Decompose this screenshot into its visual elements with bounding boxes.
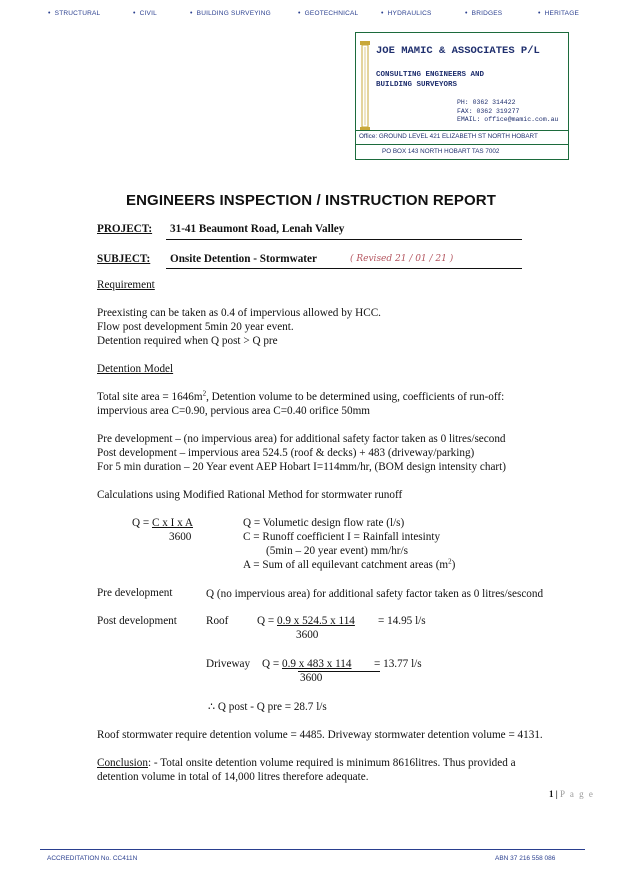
service-hydraulics: • HYDRAULICS xyxy=(381,10,432,17)
pre-development-line: Pre development – (no impervious area) for additional safety factor taken as 0 litres/second xyxy=(97,433,506,445)
stamp-divider xyxy=(356,144,568,145)
conclusion-line: detention volume in total of 14,000 litres therefore adequate. xyxy=(97,771,369,783)
formula-denominator: 3600 xyxy=(169,531,192,543)
service-structural: • STRUCTURAL xyxy=(48,10,101,17)
conclusion-line: Conclusion: - Total onsite detention volume required is minimum 8616litres. Thus provided a xyxy=(97,757,516,769)
roof-result: = 14.95 l/s xyxy=(378,615,426,627)
requirement-line: Preexisting can be taken as 0.4 of impervious allowed by HCC. xyxy=(97,307,381,319)
firm-name: JOE MAMIC & ASSOCIATES P/L xyxy=(376,45,540,57)
po-box: PO BOX 143 NORTH HOBART TAS 7002 xyxy=(382,148,500,155)
roof-label: Roof xyxy=(206,615,229,627)
requirement-line: Flow post development 5min 20 year event. xyxy=(97,321,294,333)
detention-volumes: Roof stormwater require detention volume = 4485. Driveway stormwater detention volume = 4131. xyxy=(97,729,543,741)
project-underline xyxy=(166,239,522,240)
definition-q: Q = Volumetic design flow rate (l/s) xyxy=(243,517,405,529)
driveway-equation: Q = 0.9 x 483 x 114 xyxy=(262,658,352,670)
firm-description: CONSULTING ENGINEERS AND BUILDING SURVEYORS xyxy=(376,71,485,89)
letterhead-stamp xyxy=(355,32,569,160)
abn-number: ABN 37 216 558 086 xyxy=(495,855,556,862)
service-building-surveying: • BUILDING SURVEYING xyxy=(190,10,271,17)
post-development-line: Post development – impervious area 524.5 (roof & decks) + 483 (driveway/parking) xyxy=(97,447,475,459)
post-development-label: Post development xyxy=(97,615,177,627)
footer-divider xyxy=(40,849,585,850)
stamp-divider xyxy=(356,130,568,131)
duration-line: For 5 min duration – 20 Year event AEP Hobart I=114mm/hr, (BOM design intensity chart) xyxy=(97,461,506,473)
formula-numerator: Q = C x I x A xyxy=(132,517,194,529)
service-geotechnical: • GEOTECHNICAL xyxy=(298,10,359,17)
driveway-label: Driveway xyxy=(206,658,251,670)
fax-number: FAX: 0362 319277 xyxy=(457,107,520,115)
detention-model-heading: Detention Model xyxy=(97,363,174,375)
phone-number: PH: 0362 314422 xyxy=(457,99,516,106)
therefore-result: ∴ Q post - Q pre = 28.7 l/s xyxy=(208,701,327,713)
driveway-result: = 13.77 l/s xyxy=(374,658,422,670)
requirement-heading: Requirement xyxy=(97,279,155,291)
page-number: 1 | P a g e xyxy=(549,789,595,799)
roof-equation: Q = 0.9 x 524.5 x 114 xyxy=(257,615,355,627)
subject-value: Onsite Detention - Stormwater xyxy=(170,253,317,265)
project-value: 31-41 Beaumont Road, Lenah Valley xyxy=(170,223,345,235)
site-area-line: Total site area = $1646m^2$, Detention volume to be determined using, coefficients of run-off: xyxy=(97,389,505,403)
driveway-denominator: 3600 xyxy=(300,672,323,684)
revision-handwritten-note: ( Revised 21 / 01 / 21 ) xyxy=(350,254,454,264)
definition-c: C = Runoff coefficient I = Rainfall intesinty xyxy=(243,531,441,543)
contact-details xyxy=(457,99,558,125)
roof-denominator: 3600 xyxy=(296,629,319,641)
pre-development-text: Q (no impervious area) for additional safety factor taken as 0 litres/sescond xyxy=(206,588,544,600)
service-heritage: • HERITAGE xyxy=(538,10,580,17)
definition-a: A = Sum of all equilevant catchment areas $(m^2)$ xyxy=(243,557,456,571)
accreditation-number: ACCREDITATION No. CC411N xyxy=(47,855,138,862)
service-civil: • CIVIL xyxy=(133,10,157,17)
conclusion-label: Conclusion xyxy=(97,757,148,769)
service-bridges: • BRIDGES xyxy=(465,10,503,17)
report-title: ENGINEERS INSPECTION / INSTRUCTION REPORT xyxy=(126,192,496,209)
coefficients-line: impervious area C=0.90, pervious area C=0.40 orifice 50mm xyxy=(97,405,370,417)
subject-label: SUBJECT: xyxy=(97,253,151,265)
subject-underline xyxy=(166,268,522,269)
column-logo-icon xyxy=(360,41,370,131)
definition-i: (5min – 20 year event) mm/hr/s xyxy=(266,545,408,557)
calculations-intro: Calculations using Modified Rational Method for stormwater runoff xyxy=(97,489,403,501)
pre-development-label: Pre development xyxy=(97,587,173,599)
email-address: EMAIL: office@mamic.com.au xyxy=(457,116,559,123)
project-label: PROJECT: xyxy=(97,223,153,235)
office-address: Office: GROUND LEVEL 421 ELIZABETH ST NORTH HOBART xyxy=(359,133,538,140)
requirement-line: Detention required when Q post > Q pre xyxy=(97,335,278,347)
services-header xyxy=(0,10,622,24)
